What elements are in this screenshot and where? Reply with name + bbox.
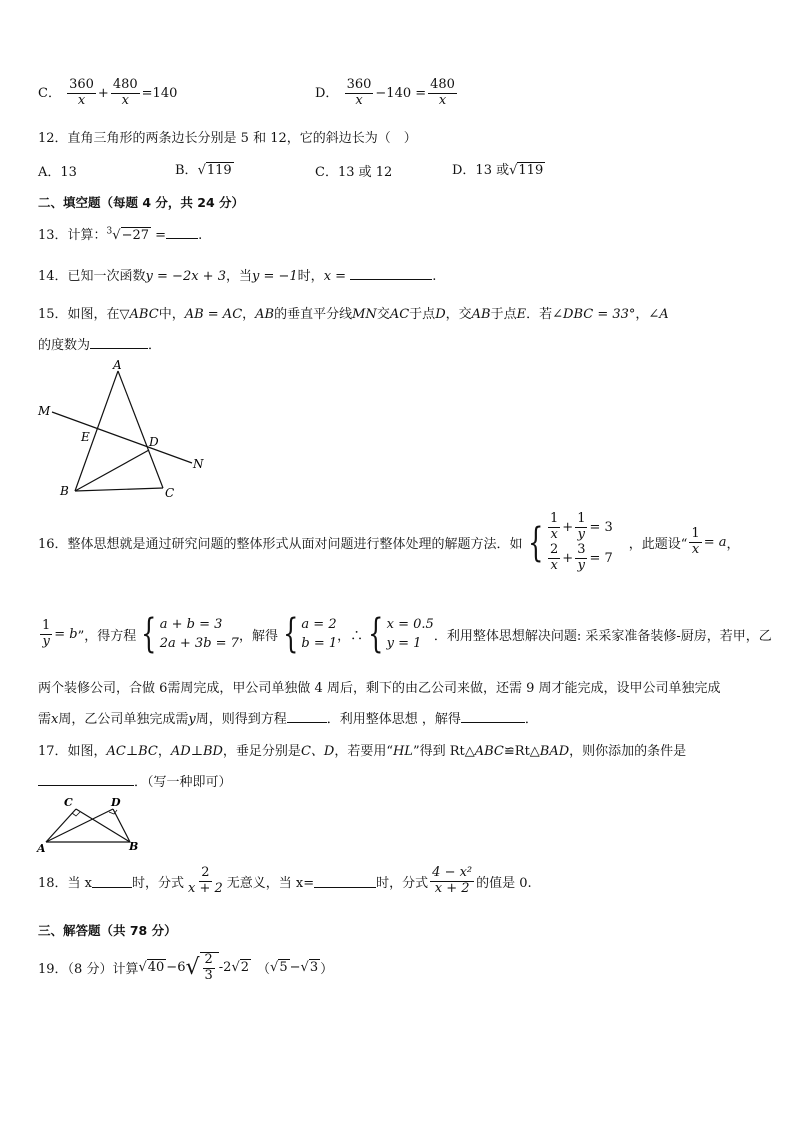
numerator: 480 <box>112 77 138 92</box>
fraction <box>428 78 457 109</box>
cube-root: √−27 <box>112 228 150 243</box>
plus-sign: + <box>562 519 574 535</box>
sqrt: √119 <box>509 163 544 178</box>
system-row: a + b = 3 <box>159 616 223 632</box>
label-d: D <box>111 796 121 809</box>
math: ∠A <box>648 307 669 322</box>
question-text: ，当 <box>225 269 252 284</box>
denominator: x <box>691 542 700 558</box>
radicand: 5 <box>279 960 288 976</box>
math: MN <box>352 307 377 322</box>
option-label: D． <box>315 85 339 101</box>
text: ，交 <box>445 307 472 322</box>
system-row: 2a + 3b = 7 <box>159 636 239 651</box>
radicand: −27 <box>121 228 150 243</box>
equals-sign: = <box>155 228 167 243</box>
text: ，∴ <box>337 628 364 644</box>
paren: ） <box>320 962 334 978</box>
q19 <box>38 952 333 984</box>
equation-mid: −140 = <box>375 85 427 101</box>
q15-line1 <box>38 303 669 322</box>
rhs: = a <box>703 535 727 551</box>
math: BAD <box>539 744 570 759</box>
plus-sign: + <box>562 550 574 566</box>
option-label: B． <box>175 163 198 178</box>
denominator: x <box>121 92 129 108</box>
radical-sign: √ <box>185 955 200 981</box>
text: 中， <box>158 307 185 322</box>
denominator: 3 <box>204 967 213 983</box>
section-heading-fill-blank: 二、填空题（每题 4 分，共 24 分） <box>38 195 245 210</box>
label-e: E <box>81 430 90 444</box>
q11-option-d <box>315 78 459 109</box>
section-heading-solution: 三、解答题（共 78 分） <box>38 923 177 938</box>
question-text: 14．已知一次函数 <box>38 269 146 284</box>
system-row <box>546 512 613 543</box>
numerator: 2 <box>550 541 559 557</box>
brace: { <box>368 611 384 657</box>
fraction <box>575 543 587 574</box>
q12-stem: 12．直角三角形的两条边长分别是 5 和 12，它的斜边长为（ ） <box>38 131 417 146</box>
text: ，则你添加的条件是 <box>569 744 687 759</box>
radicand: 40 <box>147 960 165 976</box>
radicand: 119 <box>206 163 232 178</box>
question-text: ，此题设“ <box>628 537 688 553</box>
text: 的度数为 <box>38 338 91 353</box>
text: ， <box>157 744 171 759</box>
q11-option-c <box>38 78 177 109</box>
condition-expression: y = −1 <box>252 269 298 284</box>
text: ．利用整体思想 ，解得 <box>326 712 461 727</box>
text: 15．如图，在▽ <box>38 307 130 322</box>
function-expression: y = −2x + 3 <box>145 269 226 284</box>
math: −6 <box>166 960 186 976</box>
system-row: a = 2 <box>301 616 337 632</box>
segment-ac <box>46 809 76 842</box>
q16-line2 <box>38 611 772 657</box>
rhs: = b <box>54 626 78 642</box>
fraction <box>548 543 560 574</box>
q13 <box>38 224 202 243</box>
q12-option-d <box>452 159 545 178</box>
equation-rhs: =140 <box>141 85 178 101</box>
answer-blank[interactable] <box>166 226 198 239</box>
q16-line1 <box>38 512 740 574</box>
math: E <box>516 307 527 322</box>
numerator: 2 <box>201 865 210 880</box>
answer-blank-1[interactable] <box>92 875 132 888</box>
math: AB <box>471 307 491 322</box>
answer-blank[interactable] <box>90 336 148 349</box>
math: D <box>435 307 446 322</box>
sqrt: √2 <box>231 960 250 976</box>
brace: { <box>283 611 299 657</box>
fraction <box>111 78 140 109</box>
fraction <box>67 78 96 109</box>
rhs: = 7 <box>589 550 613 566</box>
text: ．（写一种即可） <box>134 775 232 790</box>
label-a: A <box>113 358 122 372</box>
solution-blank[interactable] <box>461 710 525 723</box>
math: x <box>51 712 59 727</box>
text: ≌Rt△ <box>503 744 540 759</box>
text: ， <box>242 307 256 322</box>
math: BD <box>202 744 223 759</box>
radicand: 119 <box>518 163 544 178</box>
period: ． <box>148 338 162 353</box>
option-label: C． <box>38 85 61 101</box>
math: AC <box>106 744 126 759</box>
math: AB <box>255 307 275 322</box>
numerator: 1 <box>550 511 559 526</box>
numerator: 480 <box>430 77 455 92</box>
fraction <box>430 866 474 897</box>
q17-line2 <box>38 771 232 790</box>
fraction <box>575 512 587 543</box>
denominator: x <box>550 526 558 542</box>
math: y <box>188 712 196 727</box>
text: 17．如图， <box>38 744 107 759</box>
edge-ac <box>118 371 163 488</box>
text: ，垂足分别是 <box>222 744 301 759</box>
question-text: 时， <box>297 269 324 284</box>
comma: ， <box>726 537 740 553</box>
text: 时，分式 <box>132 875 185 891</box>
math: ABC <box>474 744 504 759</box>
q15-line2 <box>38 334 161 353</box>
text: ．利用整体思想解决问题: 采采家准备装修-厨房，若甲，乙 <box>433 628 772 644</box>
denominator: x + 2 <box>434 880 470 896</box>
brace: { <box>141 611 157 657</box>
text: 时，分式 <box>376 875 429 891</box>
period: . <box>432 269 437 284</box>
fraction <box>186 866 225 897</box>
label-d: D <box>149 435 159 449</box>
radicand: 2 <box>240 960 250 976</box>
text: 交 <box>376 307 390 322</box>
q12-option-c: C．13 或 12 <box>315 165 393 180</box>
math: -2 <box>218 960 232 976</box>
result-system <box>363 611 434 657</box>
fraction <box>689 527 701 558</box>
variable-expression: x = <box>323 269 347 284</box>
q17-line1 <box>38 740 686 759</box>
denominator: y <box>42 633 50 649</box>
system-lines <box>301 615 337 654</box>
system-lines <box>160 615 239 654</box>
math: AB = AC <box>184 307 243 322</box>
answer-blank-2[interactable] <box>314 875 376 888</box>
triangle-figure-q15 <box>30 355 210 503</box>
answer-blank[interactable] <box>38 773 134 786</box>
label-a: A <box>37 842 46 853</box>
equation-blank[interactable] <box>287 710 327 723</box>
minus-sign: − <box>289 960 301 976</box>
math: ⊥ <box>190 744 203 759</box>
system-lines <box>387 615 434 654</box>
equation-system <box>523 512 613 574</box>
fraction <box>203 953 215 984</box>
numerator: 360 <box>346 77 372 92</box>
numerator: 1 <box>42 617 51 633</box>
text: 19．（8 分）计算 <box>38 962 139 978</box>
denominator: x <box>438 92 447 108</box>
text: 周，则得到方程 <box>195 712 287 727</box>
period: ． <box>524 712 538 727</box>
math: AD <box>170 744 191 759</box>
text: 于点 <box>409 307 436 322</box>
denominator: y <box>577 526 585 542</box>
line-mn <box>52 412 192 463</box>
text: ，解得 <box>238 628 278 644</box>
text: 无意义，当 x= <box>226 875 315 891</box>
fraction <box>40 619 52 650</box>
brace: { <box>527 519 543 566</box>
answer-blank[interactable] <box>350 267 432 280</box>
denominator: x <box>77 92 86 108</box>
fraction <box>548 512 560 543</box>
denominator: x <box>550 557 558 573</box>
text: ”得到 Rt△ <box>412 744 475 759</box>
text: 的垂直平分线 <box>274 307 353 322</box>
system-row: b = 1 <box>301 636 338 651</box>
label-c: C <box>165 486 175 500</box>
math: C、D <box>300 744 335 759</box>
segment-bd <box>75 450 149 491</box>
sqrt: √119 <box>197 163 232 178</box>
system-row: x = 0.5 <box>386 616 434 632</box>
sqrt: √3 <box>300 960 319 976</box>
math: BC <box>138 744 158 759</box>
text: ”，得方程 <box>77 628 137 644</box>
option-label: D．13 或 <box>452 163 510 178</box>
numerator: 360 <box>69 77 94 92</box>
sqrt-fraction <box>185 952 218 984</box>
sqrt: √5 <box>270 960 288 976</box>
question-prefix: 13．计算： <box>38 228 107 243</box>
math: HL <box>392 744 413 759</box>
label-b: B <box>129 840 139 853</box>
text: 于点 <box>490 307 517 322</box>
rhs: = 3 <box>589 519 613 535</box>
numerator: 1 <box>691 526 700 542</box>
text: 周，乙公司单独完成需 <box>58 712 189 727</box>
q12-option-b <box>175 159 234 178</box>
math: AC <box>389 307 410 322</box>
q14 <box>38 265 436 284</box>
solution-system <box>278 611 338 657</box>
numerator: 2 <box>204 952 213 967</box>
math: ∠DBC = 33° <box>552 307 636 322</box>
math: ⊥ <box>125 744 139 759</box>
equation-system <box>136 611 239 657</box>
denominator: x <box>355 92 363 108</box>
numerator: 3 <box>577 541 586 557</box>
paren: （ <box>257 962 271 978</box>
label-m: M <box>38 404 51 418</box>
text: 18．当 x <box>38 875 93 891</box>
radicand <box>200 952 219 984</box>
q16-line3: 两个装修公司，合做 6需周完成，甲公司单独做 4 周后，剩下的由乙公司来做，还需 9 周才能完成，设甲公司单独完成 <box>38 681 721 696</box>
system-row: y = 1 <box>386 636 422 651</box>
question-text: 16．整体思想就是通过研究问题的整体形式从面对问题进行整体处理的解题方法．如 <box>38 537 523 553</box>
triangle-figure-q17 <box>34 793 144 853</box>
math: ABC <box>129 307 159 322</box>
label-n: N <box>193 457 204 471</box>
denominator: x + 2 <box>188 880 223 896</box>
q16-line4 <box>38 708 538 727</box>
fraction <box>345 78 374 109</box>
numerator: 1 <box>577 511 586 526</box>
denominator: y <box>577 557 585 573</box>
system-lines <box>546 512 613 574</box>
label-c: C <box>64 796 73 809</box>
text: ，若要用“ <box>334 744 393 759</box>
sqrt: √40 <box>138 960 165 976</box>
text: ．若 <box>526 307 553 322</box>
text: 的值是 0. <box>476 875 532 891</box>
text: 需 <box>38 712 52 727</box>
root-index: 3 <box>106 226 113 237</box>
q12-option-a: A．13 <box>38 165 77 180</box>
period: . <box>198 228 203 243</box>
plus-sign: + <box>97 85 109 101</box>
system-row <box>546 543 613 574</box>
edge-bc <box>75 488 163 491</box>
label-b: B <box>60 484 69 498</box>
numerator: 4 − x² <box>432 865 473 880</box>
q18 <box>38 866 532 897</box>
text: ， <box>635 307 649 322</box>
radicand: 3 <box>309 960 319 976</box>
